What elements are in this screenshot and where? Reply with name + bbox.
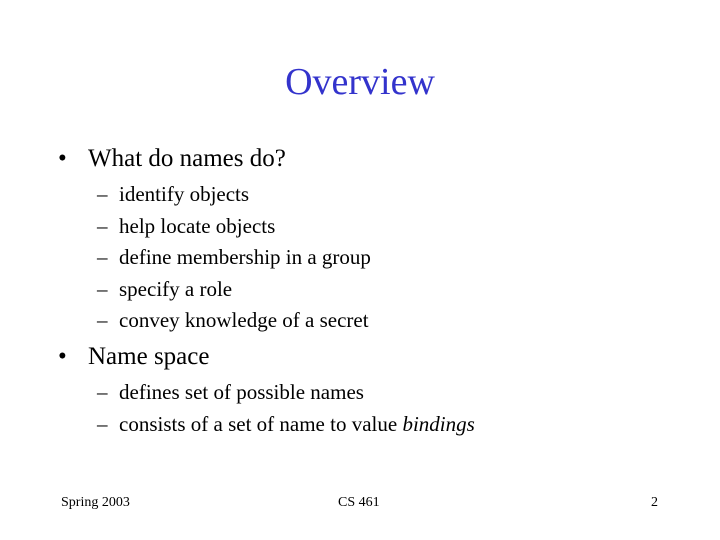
bullet-text: What do names do? (88, 145, 286, 172)
sub-item-text: convey knowledge of a secret (119, 308, 369, 332)
dash-mark: – (97, 277, 108, 301)
bullet-mark: • (58, 343, 67, 370)
sub-item-emphasis: bindings (402, 412, 475, 436)
dash-mark: – (97, 412, 108, 436)
dash-mark: – (97, 308, 108, 332)
sub-item-text: help locate objects (119, 214, 276, 238)
bullet-name-space (58, 342, 209, 372)
bullet-mark: • (58, 145, 67, 172)
dash-mark: – (97, 245, 108, 269)
sub-item-text: specify a role (119, 277, 233, 301)
dash-mark: – (97, 182, 108, 206)
sub-item-text: identify objects (119, 182, 250, 206)
dash-mark: – (97, 214, 108, 238)
sub-item-text: consists of a set of name to value (119, 412, 403, 436)
sub-item (97, 379, 364, 405)
footer-course: CS 461 (338, 495, 380, 510)
sub-item (97, 244, 371, 270)
footer-page-number: 2 (651, 495, 658, 510)
sub-item-text: define membership in a group (119, 245, 371, 269)
footer-date: Spring 2003 (61, 495, 130, 510)
sub-item-text: defines set of possible names (119, 380, 364, 404)
sub-item (97, 411, 475, 437)
sub-item (97, 307, 369, 333)
sub-item (97, 181, 249, 207)
bullet-what-do-names-do (58, 144, 286, 174)
dash-mark: – (97, 380, 108, 404)
sub-item (97, 276, 232, 302)
slide-title: Overview (285, 61, 435, 103)
bullet-text: Name space (88, 343, 210, 370)
sub-item (97, 213, 275, 239)
